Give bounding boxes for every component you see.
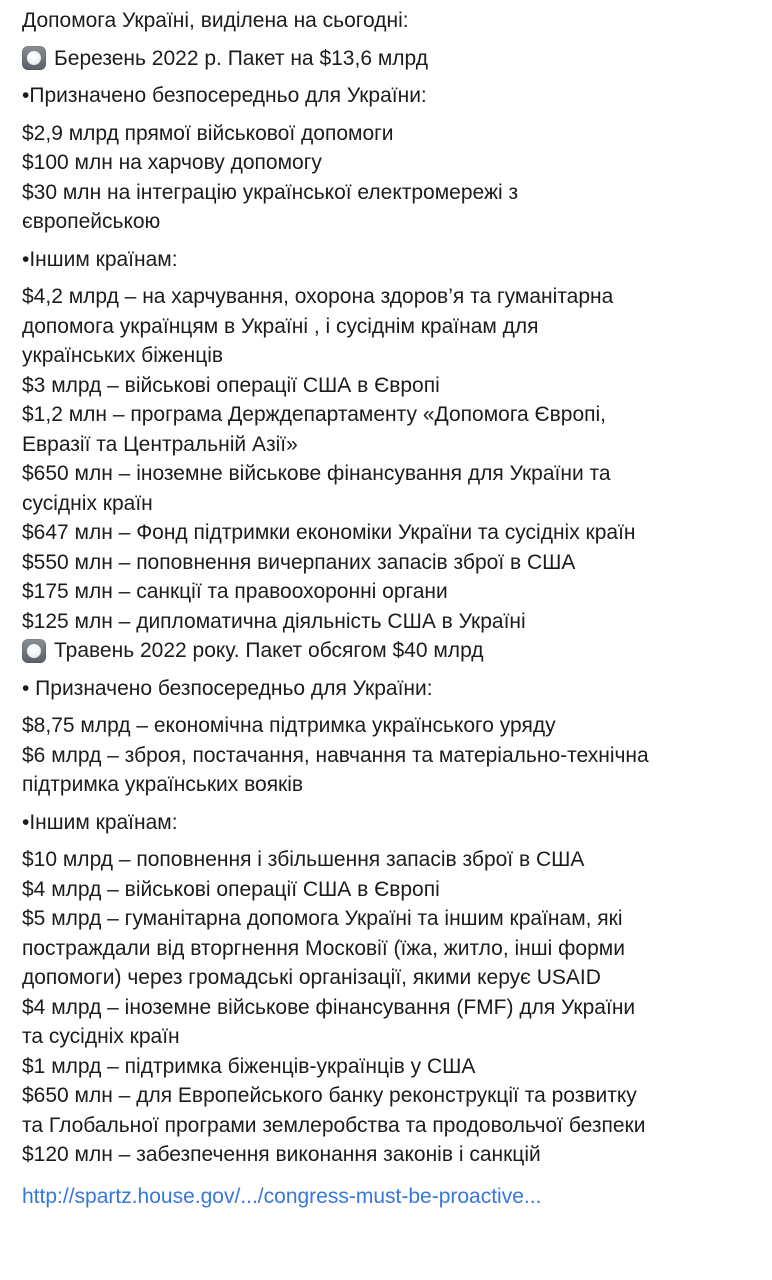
source-link-container bbox=[22, 1182, 750, 1212]
may-direct-heading: • Призначено безпосередньо для України: bbox=[22, 676, 433, 700]
march-other-list bbox=[22, 282, 750, 636]
spacer bbox=[22, 703, 750, 711]
march-other-heading: •Іншим країнам: bbox=[22, 247, 178, 271]
list-item: $100 млн на харчову допомогу bbox=[22, 151, 322, 174]
list-item: $650 млн – іноземне військове фінансування для України та bbox=[22, 462, 611, 485]
source-link[interactable]: http://spartz.house.gov/.../congress-must-be-proactive... bbox=[22, 1184, 542, 1208]
list-item: $1,2 млн – програма Держдепартаменту «Допомога Європі, bbox=[22, 403, 607, 426]
list-item: $10 млрд – поповнення і збільшення запасів зброї в США bbox=[22, 848, 585, 871]
list-item: $2,9 млрд прямої військової допомоги bbox=[22, 121, 394, 145]
list-item: українських біженців bbox=[22, 344, 224, 367]
post-title: Допомога Україні, виділена на сьогодні: bbox=[22, 9, 409, 32]
spacer bbox=[22, 274, 750, 282]
spacer bbox=[22, 73, 750, 81]
list-item: $4 млрд – військові операції США в Європі bbox=[22, 877, 440, 901]
may-direct-list bbox=[22, 711, 750, 800]
list-item: європейською bbox=[22, 210, 161, 233]
list-item: $5 млрд – гуманітарна допомога Україні та іншим країнам, які bbox=[22, 907, 623, 930]
march-direct-heading: •Призначено безпосередньо для України: bbox=[22, 84, 427, 107]
may-other-heading: •Іншим країнам: bbox=[22, 810, 178, 834]
list-item: та Глобальної програми землеробства та продовольчої безпеки bbox=[22, 1113, 646, 1137]
list-item: сусідніх країн bbox=[22, 491, 153, 515]
list-item: $30 млн на інтеграцію української електромережі з bbox=[22, 180, 519, 204]
list-item: підтримка українських вояків bbox=[22, 773, 304, 796]
list-item: та сусідніх країн bbox=[22, 1025, 180, 1048]
march-package-header bbox=[22, 44, 750, 74]
may-other-list bbox=[22, 845, 750, 1170]
march-package-header-text: Березень 2022 р. Пакет на $13,6 млрд bbox=[54, 46, 428, 70]
spacer bbox=[22, 837, 750, 845]
march-direct-list bbox=[22, 119, 750, 237]
list-item: $4,2 млрд – на харчування, охорона здоров’я та гуманітарна bbox=[22, 285, 614, 308]
list-item: $175 млн – санкції та правоохоронні органи bbox=[22, 580, 448, 603]
may-package-header bbox=[22, 636, 750, 666]
list-item: постраждали від вторгнення Московії (їжа, житло, інші форми bbox=[22, 936, 625, 960]
list-item: $8,75 млрд – економічна підтримка українського уряду bbox=[22, 714, 556, 737]
list-item: $125 млн – дипломатична діяльність США в Україні bbox=[22, 609, 526, 633]
white-circle-button-icon bbox=[22, 46, 46, 70]
spacer bbox=[22, 237, 750, 245]
spacer bbox=[22, 800, 750, 808]
list-item: $1 млрд – підтримка біженців-українців у США bbox=[22, 1054, 476, 1078]
list-item: $550 млн – поповнення вичерпаних запасів зброї в США bbox=[22, 550, 576, 574]
list-item: допомоги) через громадські організації, якими керує USAID bbox=[22, 966, 601, 989]
list-item: $647 млн – Фонд підтримки економіки України та сусідніх країн bbox=[22, 521, 636, 544]
list-item: $4 млрд – іноземне військове фінансування (FMF) для України bbox=[22, 995, 636, 1019]
list-item: допомога українцям в Україні , і сусіднім країнам для bbox=[22, 314, 539, 338]
white-circle-button-icon bbox=[22, 639, 46, 663]
may-package-header-text: Травень 2022 року. Пакет обсягом $40 млрд bbox=[54, 639, 484, 662]
list-item: Евразії та Центральній Азії» bbox=[22, 432, 298, 456]
list-item: $650 млн – для Европейського банку реконструкції та розвитку bbox=[22, 1084, 637, 1107]
spacer bbox=[22, 111, 750, 119]
list-item: $6 млрд – зброя, постачання, навчання та матеріально-технічна bbox=[22, 743, 649, 767]
spacer bbox=[22, 36, 750, 44]
list-item: $120 млн – забезпечення виконання законів і санкцій bbox=[22, 1143, 541, 1166]
spacer bbox=[22, 666, 750, 674]
list-item: $3 млрд – військові операції США в Європі bbox=[22, 373, 440, 397]
